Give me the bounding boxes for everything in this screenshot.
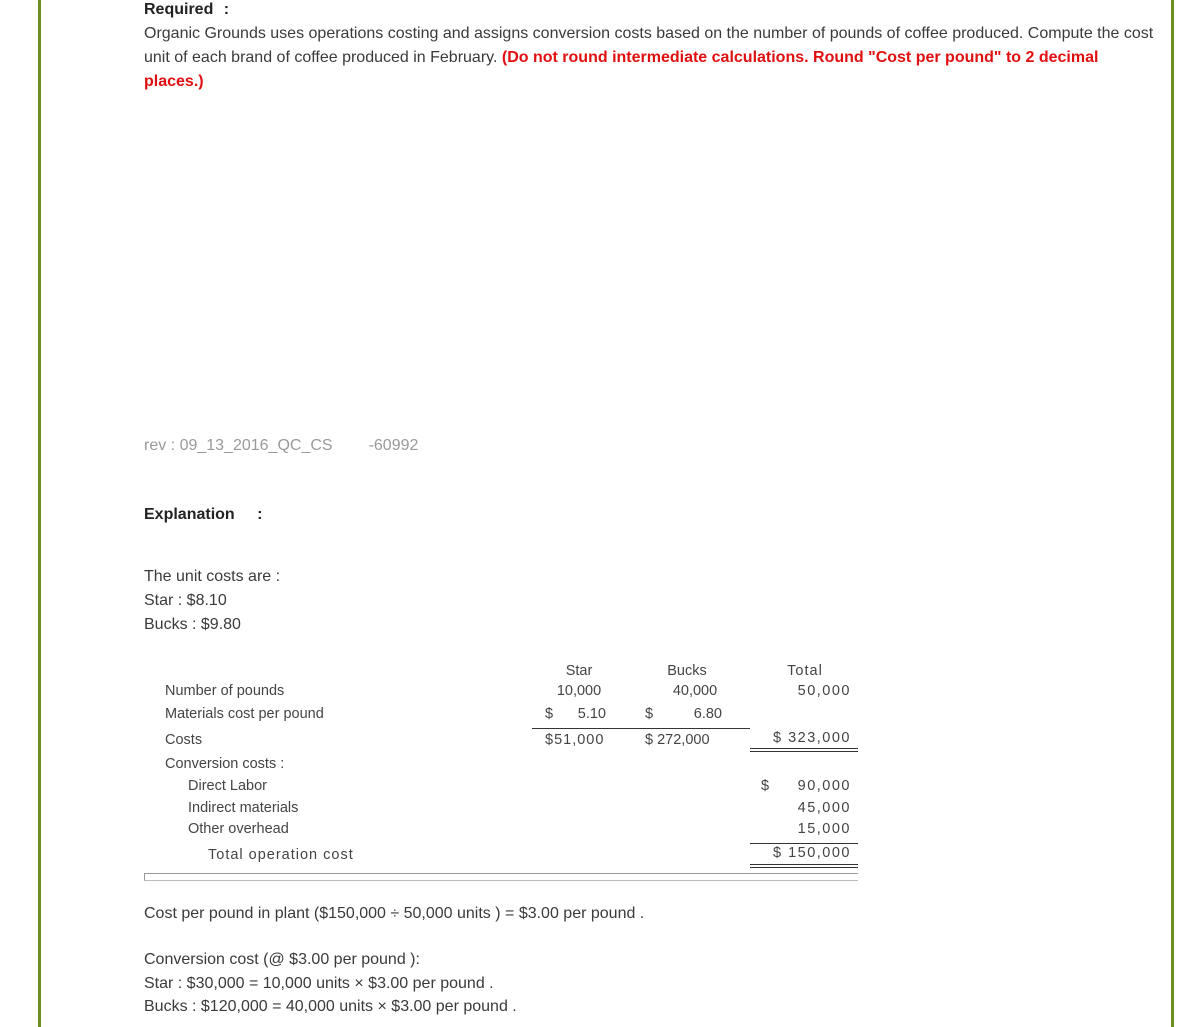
header-star: Star <box>565 663 593 679</box>
total-double-rule <box>750 864 858 868</box>
cost-per-pound-line: Cost per pound in plant ($150,000 ÷ 50,000 units ) = $3.00 per pound . <box>144 905 645 922</box>
conversion-cost-heading: Conversion cost (@ $3.00 per pound ): <box>144 951 420 968</box>
conversion-cost-star: Star : $30,000 = 10,000 units × $3.00 per pound . <box>144 975 494 992</box>
required-heading <box>144 1 229 19</box>
row-pounds-total: 50,000 <box>797 683 851 699</box>
unit-cost-star: Star : $8.10 <box>144 592 227 609</box>
costs-double-rule <box>750 748 858 752</box>
unit-costs-intro: The unit costs are : <box>144 568 281 585</box>
row-conversion-label: Conversion costs : <box>165 756 285 772</box>
row-overhead-total: 15,000 <box>797 821 851 837</box>
row-costs-label: Costs <box>165 732 203 748</box>
subtotal-rule <box>532 728 750 729</box>
row-direct-labor-total: 90,000 <box>797 778 851 794</box>
row-materials-bucks-sign: $ <box>645 706 654 722</box>
frame-right-border <box>1171 0 1174 1027</box>
row-pounds-label: Number of pounds <box>165 683 285 699</box>
row-direct-labor-label: Direct Labor <box>188 778 267 794</box>
row-indirect-label: Indirect materials <box>188 800 299 816</box>
row-materials-star: 5.10 <box>577 706 606 722</box>
header-total: Total <box>787 663 823 679</box>
explanation-heading <box>144 506 262 524</box>
row-pounds-star: 10,000 <box>556 683 602 699</box>
row-indirect-total: 45,000 <box>797 800 851 816</box>
revision-code: -60992 <box>368 437 419 454</box>
unit-cost-bucks: Bucks : $9.80 <box>144 616 241 633</box>
required-label: Required <box>144 1 214 18</box>
row-pounds-bucks: 40,000 <box>672 683 718 699</box>
row-materials-star-sign: $ <box>545 706 554 722</box>
row-direct-labor-sign: $ <box>761 778 770 794</box>
row-costs-star: $51,000 <box>545 732 605 748</box>
row-costs-bucks: $ 272,000 <box>645 732 710 748</box>
frame-left-border <box>38 0 41 1027</box>
table-bottom-border <box>144 873 858 881</box>
row-materials-bucks: 6.80 <box>693 706 722 722</box>
conversion-cost-bucks: Bucks : $120,000 = 40,000 units × $3.00 per pound . <box>144 998 517 1015</box>
required-text <box>144 22 1162 94</box>
required-colon: : <box>223 1 230 18</box>
row-materials-label: Materials cost per pound <box>165 706 324 722</box>
row-costs-total: $ 323,000 <box>772 730 851 746</box>
header-bucks: Bucks <box>667 663 707 679</box>
row-overhead-label: Other overhead <box>188 821 289 837</box>
explanation-colon: : <box>257 506 263 523</box>
row-total-op-total: $ 150,000 <box>772 845 851 861</box>
revision-label: rev : 09_13_2016_QC_CS <box>144 437 333 454</box>
explanation-label: Explanation <box>144 506 235 523</box>
overhead-rule <box>750 843 858 844</box>
required-instruction: (Do not round intermediate calculations. Round "Cost per pound" to 2 decimal places.) <box>144 49 1099 90</box>
revision-line <box>144 437 418 455</box>
required-body: Organic Grounds uses operations costing and assigns conversion costs based on the number of pounds of coffee produced. Compute the cost unit of each brand of coffee produced in February. <box>144 25 1154 66</box>
row-total-op-label: Total operation cost <box>208 847 354 863</box>
